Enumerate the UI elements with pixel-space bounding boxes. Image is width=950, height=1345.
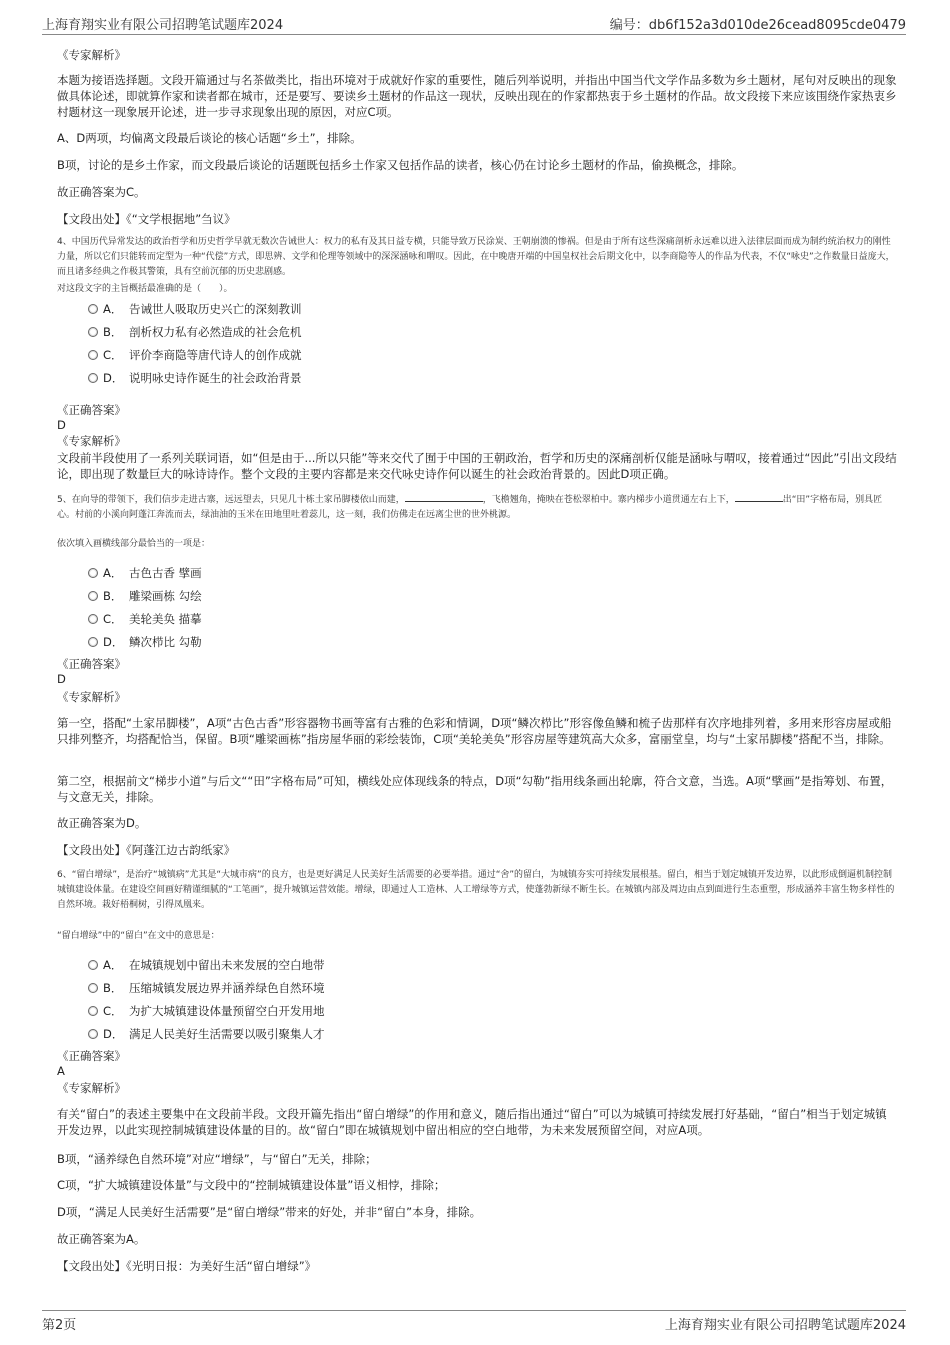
radio-icon[interactable] bbox=[88, 568, 98, 578]
q5-option-c[interactable]: C． 美轮美奂 描摹 bbox=[88, 611, 202, 627]
radio-icon[interactable] bbox=[88, 960, 98, 970]
q5-analysis-p2: 第二空，根据前文“梯步小道”与后文““田”字格布局”可知，横线处应体现线条的特点，D项“勾勒”指用线条画出轮廓，符合文意，当选。A项“擘画”是指筹划、布置，与文意无关，排除。 bbox=[57, 774, 893, 804]
q4-stem: 4、中国历代异常发达的政治哲学和历史哲学早就无数次告诫世人：权力的私有及其日益专横，只能导致万民涂炭、王朝崩溃的惨祸。但是由于所有这些深痛剖析永远难以进入法律层面而成为制约统治权力的刚性力量，所以它们只能转而定型为一种“代偿”方式，即思辨、文学和伦理等领域中的深深涵咏和喟叹。因此，在中晚唐开端的中国皇权社会后期文化中，以李商隐等人的作品为代表，不仅“咏史”之作数量日益庞大，而且诸多经典之作极其警策，具有空前沉郁的历史悲剧感。 bbox=[57, 237, 895, 277]
radio-icon[interactable] bbox=[88, 614, 98, 624]
q6-analysis-label: 《专家解析》 bbox=[57, 1081, 126, 1095]
q5-stem: 5、在向导的带领下，我们信步走进古寨，远远望去，只见几十栋土家吊脚楼依山而建， ，飞檐翘角，掩映在苍松翠柏中。寨内梯步小道贯通左右上下， 出“田”字格布局，别具匠心。村前的小溪向阿蓬江奔流而去，绿油油的玉米在田地里吐着蕊儿，这一刻，我们仿佛走在远离尘世的世外桃源。 bbox=[57, 492, 897, 523]
page-header bbox=[42, 13, 906, 35]
radio-icon[interactable] bbox=[88, 350, 98, 360]
q5-analysis-label: 《专家解析》 bbox=[57, 690, 126, 704]
q6-question: “留白增绿”中的“留白”在文中的意思是： bbox=[57, 931, 220, 941]
q6-option-a[interactable]: A． 在城镇规划中留出未来发展的空白地带 bbox=[88, 957, 325, 973]
q5-option-d[interactable]: D． 鳞次栉比 勾勒 bbox=[88, 634, 202, 650]
q5-answer: D bbox=[57, 672, 66, 686]
q6-analysis-p4: D项，“满足人民美好生活需要”是“留白增绿”带来的好处，并非“留白”本身，排除。 bbox=[57, 1205, 482, 1219]
q6-option-b[interactable]: B． 压缩城镇发展边界并涵养绿色自然环境 bbox=[88, 980, 325, 996]
blank-2[interactable] bbox=[735, 492, 783, 502]
q4-answer: D bbox=[57, 418, 66, 432]
q5-question: 依次填入画横线部分最恰当的一项是： bbox=[57, 539, 211, 549]
q5-answer-label: 《正确答案》 bbox=[57, 657, 126, 671]
radio-icon[interactable] bbox=[88, 373, 98, 383]
footer-page: 第2页 bbox=[42, 1318, 77, 1333]
q6-option-d[interactable]: D． 满足人民美好生活需要以吸引聚集人才 bbox=[88, 1026, 325, 1042]
radio-icon[interactable] bbox=[88, 983, 98, 993]
q4-analysis-label: 《专家解析》 bbox=[57, 434, 126, 448]
q5-source: 【文段出处】《阿蓬江边古韵纸家》 bbox=[57, 843, 236, 857]
header-code: 编号：db6f152a3d010de26cead8095cde0479 bbox=[609, 18, 906, 33]
q4-option-c[interactable]: C． 评价李商隐等唐代诗人的创作成就 bbox=[88, 347, 302, 363]
radio-icon[interactable] bbox=[88, 637, 98, 647]
q4-option-a[interactable]: A． 告诫世人吸取历史兴亡的深刻教训 bbox=[88, 301, 302, 317]
q6-analysis-p2: B项，“涵养绿色自然环境”对应“增绿”，与“留白”无关，排除； bbox=[57, 1152, 377, 1166]
q4-option-d[interactable]: D． 说明咏史诗作诞生的社会政治背景 bbox=[88, 370, 302, 386]
q4-answer-label: 《正确答案》 bbox=[57, 403, 126, 417]
q6-analysis-p1: 有关“留白”的表述主要集中在文段前半段。文段开篇先指出“留白增绿”的作用和意义，随后指出通过“留白”可以为城镇可持续发展打好基础，“留白”相当于划定城镇开发边界，以此实现控制城镇建设体量的目的。故“留白”即在城镇规划中留出相应的空白地带，为未来发展预留空间，对应A项。 bbox=[57, 1107, 887, 1137]
q5-analysis-p1: 第一空，搭配“土家吊脚楼”，A项“古色古香”形容器物书画等富有古雅的色彩和情调，D项“鳞次栉比”形容像鱼鳞和梳子齿那样有次序地排列着，多用来形容房屋或船只排列整齐，均搭配恰当，保留。B项“雕梁画栋”指房屋华丽的彩绘装饰，C项“美轮美奂”形容房屋等建筑高大众多，富丽堂皇，均与“土家吊脚楼”搭配不当，排除。 bbox=[57, 716, 892, 746]
page-footer bbox=[42, 1310, 906, 1332]
q4-option-b[interactable]: B． 剖析权力私有必然造成的社会危机 bbox=[88, 324, 302, 340]
q5-option-a[interactable]: A． 古色古香 擘画 bbox=[88, 565, 202, 581]
q5-conclusion: 故正确答案为D。 bbox=[57, 816, 147, 830]
q6-answer-label: 《正确答案》 bbox=[57, 1049, 126, 1063]
footer-company: 上海育翔实业有限公司招聘笔试题库2024 bbox=[664, 1318, 906, 1333]
q4-analysis: 文段前半段使用了一系列关联词语，如“但是由于...所以只能”等来交代了囿于中国的王朝政治，哲学和历史的深痛剖析仅能是涵咏与喟叹，接着通过“因此”引出文段结论，即出现了数量巨大的咏诗诗作。整个文段的主要内容都是来交代咏史诗作何以诞生的社会政治背景的。因此D项正确。 bbox=[57, 451, 897, 481]
radio-icon[interactable] bbox=[88, 591, 98, 601]
q3-analysis-label: 《专家解析》 bbox=[57, 48, 126, 62]
q5-option-b[interactable]: B． 雕梁画栋 勾绘 bbox=[88, 588, 202, 604]
radio-icon[interactable] bbox=[88, 304, 98, 314]
q3-analysis-p3: B项，讨论的是乡土作家，而文段最后谈论的话题既包括乡土作家又包括作品的读者，核心仍在讨论乡土题材的作品，偷换概念，排除。 bbox=[57, 158, 744, 172]
radio-icon[interactable] bbox=[88, 327, 98, 337]
q3-conclusion: 故正确答案为C。 bbox=[57, 185, 146, 199]
q3-source: 【文段出处】《“文学根据地”刍议》 bbox=[57, 212, 236, 226]
blank-1[interactable] bbox=[405, 492, 483, 502]
q6-analysis-p3: C项，“扩大城镇建设体量”与文段中的“控制城镇建设体量”语义相悖，排除； bbox=[57, 1178, 446, 1192]
q6-option-c[interactable]: C． 为扩大城镇建设体量预留空白开发用地 bbox=[88, 1003, 325, 1019]
q6-stem: 6、“留白增绿”，是治疗“城镇病”尤其是“大城市病”的良方，也是更好满足人民美好生活需要的必要举措。通过“舍”的留白，为城镇夯实可持续发展根基。留白，相当于划定城镇开发边界，以此形成倒逼机制控制城镇建设体量。在建设空间画好精谨细腻的“工笔画”，提升城镇运营效能。增绿，即通过人工造林、人工增绿等方式，使蓬勃新绿不断生长。在城镇内部及周边由点到面进行生态重塑，形成涵养丰富生物多样性的自然环境。栽好梧桐树，引得凤凰来。 bbox=[57, 870, 895, 910]
q4-question: 对这段文字的主旨概括最准确的是（ ）。 bbox=[57, 284, 233, 294]
q6-answer: A bbox=[57, 1064, 65, 1078]
q3-analysis-p2: A、D两项，均偏离文段最后谈论的核心话题“乡土”，排除。 bbox=[57, 131, 362, 145]
q6-source: 【文段出处】《光明日报：为美好生活“留白增绿”》 bbox=[57, 1259, 317, 1273]
q6-conclusion: 故正确答案为A。 bbox=[57, 1232, 146, 1246]
radio-icon[interactable] bbox=[88, 1029, 98, 1039]
header-company: 上海育翔实业有限公司招聘笔试题库2024 bbox=[42, 18, 284, 33]
radio-icon[interactable] bbox=[88, 1006, 98, 1016]
q3-analysis-p1: 本题为接语选择题。文段开篇通过与名茶做类比，指出环境对于成就好作家的重要性，随后列举说明，并指出中国当代文学作品多数为乡土题材，尾句对反映出的现象做具体论述，即就算作家和读者都在城市，还是要写、要读乡土题材的作品这一现状，反映出现在的作家都热衷于乡土题材的作品。故文段接下来应该围绕作家热衷乡村题材这一现象展开论述，进一步寻求现象出现的原因，对应C项。 bbox=[57, 73, 897, 119]
